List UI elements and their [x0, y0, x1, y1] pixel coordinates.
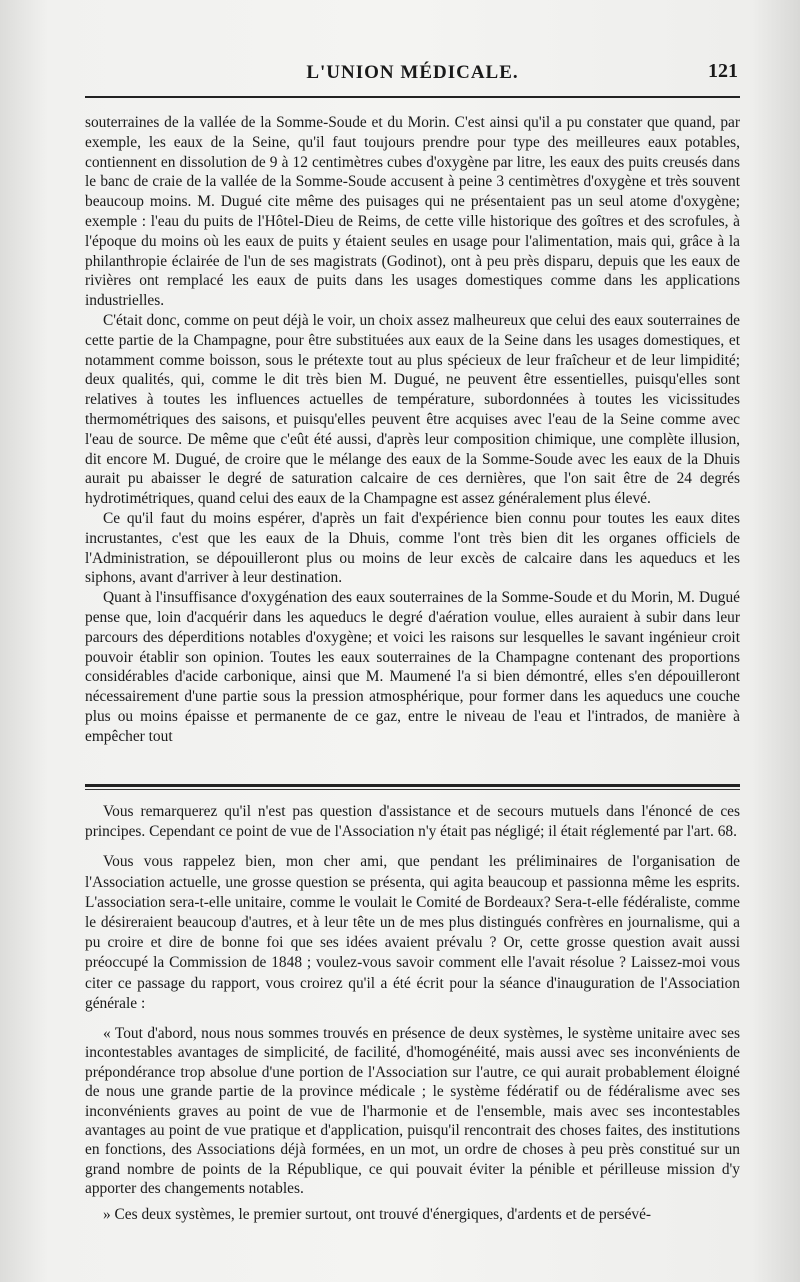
feuilleton-paragraph: Vous remarquerez qu'il n'est pas question d'assistance et de secours mutuels dans l'énoncé de ces principes. Cependant ce point de vue de l'Association n'y était pas négligé; il était réglementé par l'art. 68.: [85, 803, 740, 841]
article-paragraph: souterraines de la vallée de la Somme-Soude et du Morin. C'est ainsi qu'il a pu constater que quand, par exemple, les eaux de la Seine, qu'il faut toujours prendre pour type des meilleures eaux potables, contiennent en dissolution de 9 à 12 centimètres cubes d'oxygène par litre, les eaux des puits creusés dans le banc de craie de la vallée de la Somme-Soude accusent à peine 3 centimètres d'oxygène et très souvent beaucoup moins. M. Dugué cite même des puisages qui ne présentaient pas un seul atome d'oxygène; exemple : l'eau du puits de l'Hôtel-Dieu de Reims, de cette ville historique des goîtres et des scrofules, à l'époque du moins où les eaux de puits y étaient seules en usage pour l'alimentation, mais qui, grâce à la philanthropie éclairée de l'un de ses magistrats (Godinot), ont à peu près disparu, depuis que les eaux de rivières ont remplacé les eaux de puits dans les usages domestiques comme dans les applications industrielles.: [85, 114, 740, 310]
header-rule: [85, 96, 740, 98]
journal-title: L'UNION MÉDICALE.: [306, 62, 519, 83]
page-number: 121: [708, 60, 738, 82]
feuilleton-paragraph: Vous vous rappelez bien, mon cher ami, que pendant les préliminaires de l'organisation de l'Association actuelle, une grosse question se présenta, qui agita beaucoup et passionna même les esprits. L'association sera-t-elle unitaire, comme le voulait le Comité de Bordeaux? Sera-t-elle fédéraliste, comme le désireraient beaucoup d'autres, et à leur tête un de mes plus distingués confrères en journalisme, qui a pu croire et dire de bonne foi que ses idées avaient prévalu ? Or, cette grosse question avait aussi préoccupé la Commission de 1848 ; voulez-vous savoir comment elle l'avait résolue ? Laissez-moi vous citer ce passage du rapport, vous croirez qu'il a été écrit pour la séance d'inauguration de l'Association générale :: [85, 853, 740, 1012]
feuilleton-separator-thin: [85, 789, 740, 790]
article-paragraph: Quant à l'insuffisance d'oxygénation des eaux souterraines de la Somme-Soude et du Morin, M. Dugué pense que, loin d'acquérir dans les aqueducs le degré d'aération voulue, elles auraient à subir dans leur parcours des déperditions notables d'oxygène; et voici les raisons sur lesquelles le savant ingénieur croit pouvoir établir son opinion. Toutes les eaux souterraines de la Champagne contenant des proportions considérables d'acide carbonique, ainsi que M. Maumené l'a si bien démontré, elles s'en dépouilleront nécessairement d'une partie sous la pression atmosphérique, pour former dans les aqueducs une couche plus ou moins épaisse et permanente de ce gaz, entre le niveau de l'eau et l'intrados, de manière à empêcher tout: [85, 589, 740, 745]
feuilleton-body: [85, 802, 740, 1231]
article-paragraph: Ce qu'il faut du moins espérer, d'après un fait d'expérience bien connu pour toutes les eaux dites incrustantes, c'est que les eaux de la Dhuis, comme l'ont très bien dit les organes officiels de l'Administration, se dépouilleront plus ou moins de leur excès de calcaire dans les aqueducs et les siphons, avant d'arriver à leur destination.: [85, 509, 740, 587]
feuilleton-paragraph: » Ces deux systèmes, le premier surtout, ont trouvé d'énergiques, d'ardents et de persévé-: [103, 1205, 652, 1223]
running-head: [85, 58, 740, 88]
feuilleton-separator: [85, 784, 740, 787]
article-body: [85, 113, 740, 747]
feuilleton-quote: « Tout d'abord, nous nous sommes trouvés en présence de deux systèmes, le système unitaire avec ses incontestables avantages de simplicité, de facilité, d'homogénéité, mais aussi avec ses inconvénients de prépondérance trop absolue d'une portion de l'Association sur l'autre, ce qui aurait probablement éloigné de nous une grande partie de la province médicale ; le système fédératif ou de fédéralisme avec ses inconvénients graves au point de vue de l'harmonie et de l'ensemble, mais avec ses incontestables avantages au point de vue pratique et d'application, puisqu'il rencontrait des choses faites, des institutions en fonctions, des Associations déjà formées, en un mot, un ordre de choses à peu près constitué sur un grand nombre de points de la République, ce qui pouvait éviter la pénible et périlleuse mission d'y apporter des changements notables.: [85, 1025, 740, 1198]
article-paragraph: C'était donc, comme on peut déjà le voir, un choix assez malheureux que celui des eaux souterraines de cette partie de la Champagne, pour être substituées aux eaux de la Seine dans les usages domestiques, et notamment comme boisson, sous le prétexte tout au plus spécieux de leur fraîcheur et de leur limpidité; deux qualités, qui, comme le dit très bien M. Dugué, ne peuvent être essentielles, puisqu'elles sont relatives à toutes les influences actuelles de température, subordonnées à toutes les vicissitudes thermométriques des saisons, et puisqu'elles peuvent être acquises avec l'eau de la Seine comme avec l'eau de source. De même que c'eût été aussi, d'après leur composition chimique, une complète illusion, dit encore M. Dugué, de croire que le mélange des eaux de la Somme-Soude avec les eaux de la Dhuis aurait pu abaisser le degré de saturation calcaire de ces dernières, que l'on sait être de 24 degrés hydrotimétriques, quand celui des eaux de la Champagne est assez généralement plus élevé.: [85, 311, 740, 508]
